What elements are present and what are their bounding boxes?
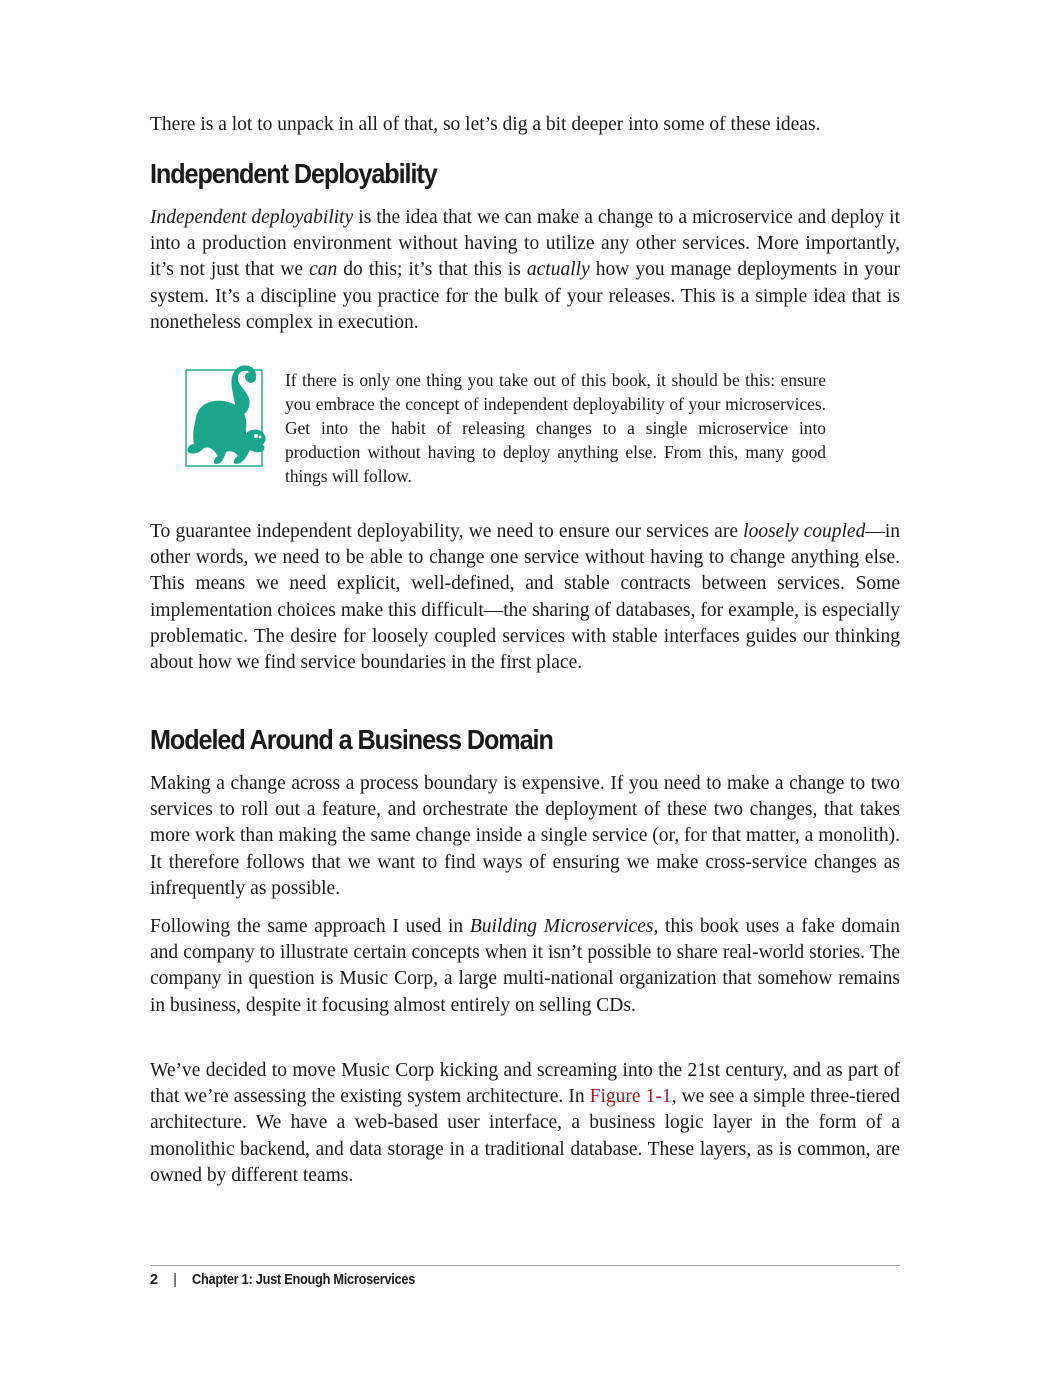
page-number: 2 [150,1272,159,1288]
emphasis-can: can [309,259,338,281]
footer-separator: | [173,1272,177,1288]
emphasis-actually: actually [526,259,590,281]
text-run: how you manage deployments in your system. It’s a discipline you practice for the bulk of your releases. This is a simple idea that is nonetheless complex in execution. [150,259,900,333]
text-run: , we see a simple three-tiered architecture. We have a web-based user interface, a business logic layer in the form of a monolithic backend, and data storage in a traditional database. These layers, as is common, are owned by different teams. [150,1086,900,1186]
section-heading-business-domain: Modeled Around a Business Domain [150,724,553,755]
text-run: , this book uses a fake domain and company to illustrate certain concepts when it isn’t possible to share real-world stories. The company in question is Music Corp, a large multi-national organization that somehow remains in business, despite it focusing almost entirely on selling CDs. [150,916,900,1016]
tip-box [176,360,828,490]
tip-text: If there is only one thing you take out of this book, it should be this: ensure you embrace the concept of independent deployability of your microservices. Get into the habit of releasing changes to a single microservice into production without having to deploy anything else. From this, many good things will follow. [285,370,826,486]
term-loosely-coupled: loosely coupled [743,521,866,542]
process-boundary-paragraph: Making a change across a process boundary is expensive. If you need to make a change to two services to roll out a feature, and orchestrate the deployment of these two changes, that takes more work than making the same change inside a single service (or, for that matter, a monolith). It therefore follows that we want to find ways of ensuring we make cross-service changes as infrequently as possible. [150,773,900,899]
section-heading-independent-deployability: Independent Deployability [150,158,437,189]
architecture-paragraph [150,1058,900,1189]
text-run: is the idea that we can make a change to a microservice and deploy it into a production environment without having to utilize any other services. More importantly, it’s not just that we [150,207,900,281]
music-corp-paragraph [150,914,900,1019]
intro-paragraph: There is a lot to unpack in all of that, so let’s dig a bit deeper into some of these ideas. [150,114,821,135]
lemur-tip-icon [176,360,270,472]
chapter-title: Chapter 1: Just Enough Microservices [191,1272,415,1288]
book-title: Building Microservices [469,916,654,937]
term-independent-deployability: Independent deployability [150,207,354,228]
text-run: Following the same approach I used in [150,916,470,937]
loose-coupling-paragraph [150,519,900,676]
independent-deployability-paragraph [150,205,900,336]
page-footer [150,1272,445,1288]
figure-link[interactable]: Figure 1-1 [589,1086,672,1108]
text-run: —in other words, we need to be able to change one service without having to change anything else. This means we need explicit, well-defined, and stable contracts between services. Some implementation choices make this difficult—the sharing of databases, for example, is especially problematic. The desire for loosely coupled services with stable interfaces guides our thinking about how we find service boundaries in the first place. [150,521,900,674]
text-run: We’ve decided to move Music Corp kicking and screaming into the 21st century, and as part of that we’re assessing the existing system architecture. In [150,1060,900,1108]
text-run: do this; it’s that this is [337,259,527,281]
text-run: To guarantee independent deployability, we need to ensure our services are [150,521,744,542]
footer-rule [150,1265,900,1266]
